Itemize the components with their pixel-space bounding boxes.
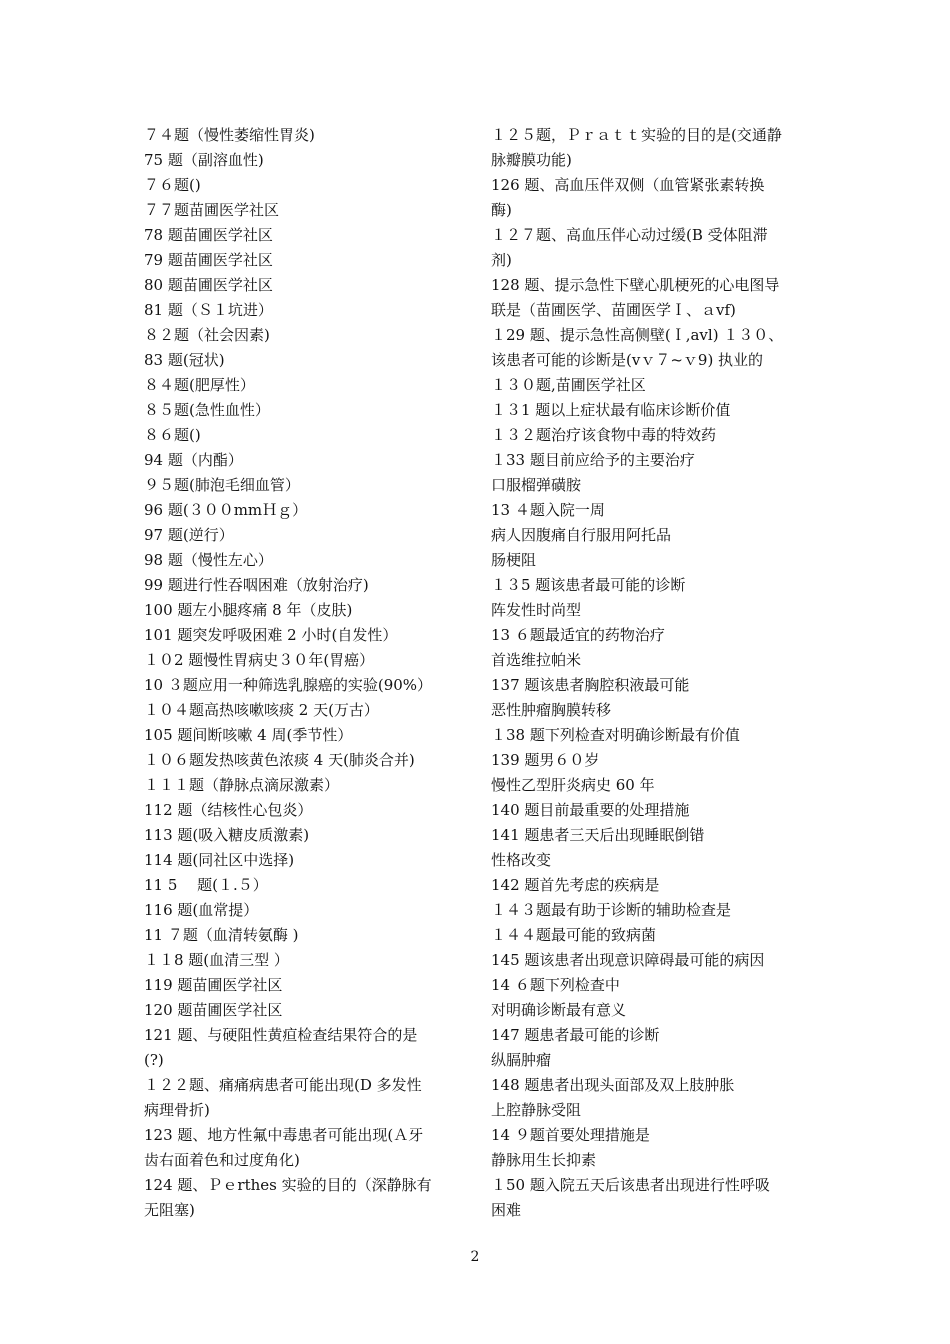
text-line: 阵发性时尚型 xyxy=(491,601,582,619)
text-line: 10 ３题应用一种筛选乳腺癌的实验(90%） xyxy=(144,676,433,694)
text-line: 脉瓣膜功能) xyxy=(491,151,572,169)
text-line: 恶性肿瘤胸膜转移 xyxy=(491,701,612,719)
text-line: 酶) xyxy=(491,201,512,219)
text-line: 83 题(冠状) xyxy=(144,351,225,369)
text-line: 99 题进行性吞咽困难（放射治疗) xyxy=(144,576,369,594)
text-line: 病理骨折) xyxy=(144,1101,210,1119)
text-line: 78 题苗圃医学社区 xyxy=(144,226,273,244)
text-line: 性格改变 xyxy=(491,851,552,869)
text-line: 剂) xyxy=(491,251,512,269)
text-line: 14 ９题首要处理措施是 xyxy=(491,1126,650,1144)
text-line: 148 题患者出现头面部及双上肢肿胀 xyxy=(491,1076,735,1094)
text-line: １４３题最有助于诊断的辅助检查是 xyxy=(491,901,732,919)
text-line: １０2 题慢性胃病史３０年(胃癌） xyxy=(144,651,375,669)
text-line: 11 ７题（血清转氨酶 ) xyxy=(144,926,299,944)
text-line: 上腔静脉受阻 xyxy=(491,1101,582,1119)
text-line: 137 题该患者胸腔积液最可能 xyxy=(491,676,690,694)
text-line: 11 5 题(１.５） xyxy=(144,876,268,894)
text-line: １50 题入院五天后该患者出现进行性呼吸 xyxy=(491,1176,770,1194)
text-line: 96 题(３００mmＨｇ） xyxy=(144,501,308,519)
text-line: 147 题患者最可能的诊断 xyxy=(491,1026,660,1044)
text-line: 94 题（内酯） xyxy=(144,451,243,469)
right-text-column xyxy=(491,123,809,1223)
text-line: ７６题() xyxy=(144,176,201,194)
text-line: 140 题目前最重要的处理措施 xyxy=(491,801,690,819)
text-line: 该患者可能的诊断是(vｖ７~ｖ9) 执业的 xyxy=(491,351,764,369)
text-line: 119 题苗圃医学社区 xyxy=(144,976,283,994)
page-number: 2 xyxy=(470,1249,480,1265)
text-line: 98 题（慢性左心） xyxy=(144,551,273,569)
text-line: 123 题、地方性氟中毒患者可能出现(Ａ牙 xyxy=(144,1126,424,1144)
text-line: 慢性乙型肝炎病史 60 年 xyxy=(491,776,655,794)
text-line: １２７题、高血压伴心动过缓(B 受体阻滞 xyxy=(491,226,768,244)
text-line: ７７题苗圃医学社区 xyxy=(144,201,280,219)
text-line: ９５题(肺泡毛细血管） xyxy=(144,476,300,494)
text-line: 14 ６题下列检查中 xyxy=(491,976,620,994)
text-line: １０４题高热咳嗽咳痰 2 天(万古） xyxy=(144,701,379,719)
text-line: 128 题、提示急性下壁心肌梗死的心电图导 xyxy=(491,276,780,294)
text-line: (?) xyxy=(144,1051,164,1069)
text-line: 101 题突发呼吸困难 2 小时(自发性） xyxy=(144,626,398,644)
text-line: 口服榴弹磺胺 xyxy=(491,476,582,494)
text-line: 141 题患者三天后出现睡眠倒错 xyxy=(491,826,705,844)
text-line: １１8 题(血清三型 ） xyxy=(144,951,289,969)
text-line: 75 题（副溶血性) xyxy=(144,151,264,169)
text-line: 120 题苗圃医学社区 xyxy=(144,1001,283,1019)
text-line: 145 题该患者出现意识障碍最可能的病因 xyxy=(491,951,765,969)
text-line: 13 ４题入院一周 xyxy=(491,501,605,519)
text-line: 113 题(吸入糖皮质激素) xyxy=(144,826,310,844)
text-line: 81 题（Ｓ１坑进） xyxy=(144,301,273,319)
text-line: ７４题（慢性萎缩性胃炎) xyxy=(144,126,315,144)
text-line: 80 题苗圃医学社区 xyxy=(144,276,273,294)
text-line: 114 题(同社区中选择) xyxy=(144,851,295,869)
text-line: １３０题,苗圃医学社区 xyxy=(491,376,646,394)
text-line: 142 题首先考虑的疾病是 xyxy=(491,876,660,894)
text-line: １４４题最可能的致病菌 xyxy=(491,926,657,944)
text-line: １３5 题该患者最可能的诊断 xyxy=(491,576,686,594)
text-line: １２５题，Ｐｒａｔｔ实验的目的是(交通静 xyxy=(491,126,782,144)
text-line: 124 题、Ｐｅrthes 实验的目的（深静脉有 xyxy=(144,1176,432,1194)
text-line: １２２题、痛痛病患者可能出现(D 多发性 xyxy=(144,1076,422,1094)
text-line: 105 题间断咳嗽 4 周(季节性） xyxy=(144,726,353,744)
text-line: １33 题目前应给予的主要治疗 xyxy=(491,451,695,469)
text-line: 100 题左小腿疼痛 8 年（皮肤) xyxy=(144,601,353,619)
text-line: １３２题治疗该食物中毒的特效药 xyxy=(491,426,717,444)
text-line: 116 题(血常提） xyxy=(144,901,259,919)
text-line: 139 题男６０岁 xyxy=(491,751,600,769)
text-line: １０６题发热咳黄色浓痰 4 天(肺炎合并) xyxy=(144,751,415,769)
text-line: 肠梗阻 xyxy=(491,551,537,569)
text-line: 无阻塞) xyxy=(144,1201,195,1219)
text-line: ８２题（社会因素) xyxy=(144,326,270,344)
text-line: 首选维拉帕米 xyxy=(491,651,582,669)
text-line: 112 题（结核性心包炎） xyxy=(144,801,313,819)
text-line: 困难 xyxy=(491,1201,522,1219)
text-line: 齿右面着色和过度角化) xyxy=(144,1151,300,1169)
text-line: １38 题下列检查对明确诊断最有价值 xyxy=(491,726,740,744)
text-line: 静脉用生长抑素 xyxy=(491,1151,597,1169)
text-line: 病人因腹痛自行服用阿托品 xyxy=(491,526,672,544)
text-line: 对明确诊断最有意义 xyxy=(491,1001,627,1019)
text-line: 纵膈肿瘤 xyxy=(491,1051,552,1069)
text-line: 13 ６题最适宜的药物治疗 xyxy=(491,626,665,644)
left-text-column xyxy=(144,123,462,1223)
text-line: １１１题（静脉点滴尿激素） xyxy=(144,776,340,794)
text-line: ８６题() xyxy=(144,426,201,444)
text-line: 121 题、与硬阻性黄疸检查结果符合的是 xyxy=(144,1026,418,1044)
text-line: １29 题、提示急性高侧壁(Ｉ,avl) １３０、 xyxy=(491,326,784,344)
text-line: 126 题、高血压伴双侧（血管紧张素转换 xyxy=(491,176,765,194)
text-line: ８４题(肥厚性） xyxy=(144,376,255,394)
text-line: ８５题(急性血性） xyxy=(144,401,270,419)
text-line: 联是（苗圃医学、苗圃医学Ｉ、ａvf) xyxy=(491,301,736,319)
text-line: 79 题苗圃医学社区 xyxy=(144,251,273,269)
text-line: １３1 题以上症状最有临床诊断价值 xyxy=(491,401,731,419)
text-line: 97 题(逆行） xyxy=(144,526,234,544)
